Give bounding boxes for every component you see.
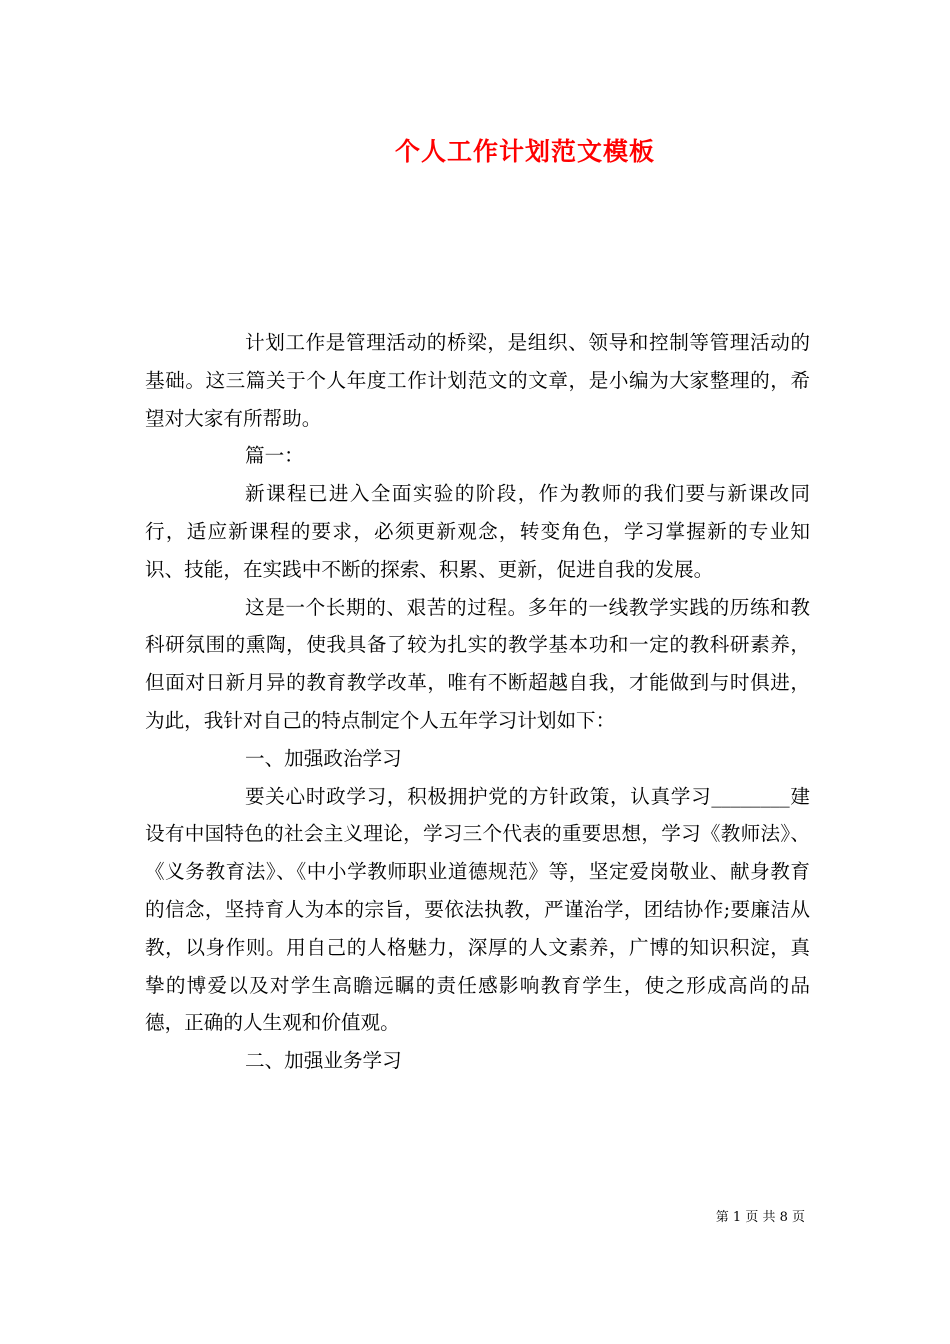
page-number-footer: 第 1 页 共 8 页 bbox=[715, 1210, 805, 1225]
section-heading-professional-study: 二、加强业务学习 bbox=[245, 1049, 402, 1073]
intro-paragraph: 计划工作是管理活动的桥梁，是组织、领导和控制等管理活动的基础。这三篇关于个人年度工作计划范文的文章，是小编为大家整理的，希望对大家有所帮助。 bbox=[145, 331, 810, 430]
section-label-part-one: 篇一： bbox=[245, 444, 304, 468]
body-paragraph: 这是一个长期的、艰苦的过程。多年的一线教学实践的历练和教科研氛围的熏陶，使我具备了较为扎实的教学基本功和一定的教科研素养，但面对日新月异的教育教学改革，唯有不断超越自我，才能做到与时俱进，为此，我针对自己的特点制定个人五年学习计划如下： bbox=[145, 595, 810, 732]
document-title: 个人工作计划范文模板 bbox=[394, 137, 655, 166]
document-body bbox=[145, 324, 810, 1080]
section-heading-political-study: 一、加强政治学习 bbox=[245, 746, 402, 770]
body-paragraph: 要关心时政学习，积极拥护党的方针政策，认真学习________建设有中国特色的社会主义理论，学习三个代表的重要思想，学习《教师法》、《义务教育法》、《中小学教师职业道德规范》等，坚定爱岗敬业、献身教育的信念，坚持育人为本的宗旨，要依法执教，严谨治学，团结协作;要廉洁从教，以身作则。用自己的人格魅力，深厚的人文素养，广博的知识积淀，真挚的博爱以及对学生高瞻远瞩的责任感影响教育学生，使之形成高尚的品德，正确的人生观和价值观。 bbox=[145, 784, 810, 1035]
body-paragraph: 新课程已进入全面实验的阶段，作为教师的我们要与新课改同行，适应新课程的要求，必须更新观念，转变角色，学习掌握新的专业知识、技能，在实践中不断的探索、积累、更新，促进自我的发展。 bbox=[145, 482, 810, 581]
